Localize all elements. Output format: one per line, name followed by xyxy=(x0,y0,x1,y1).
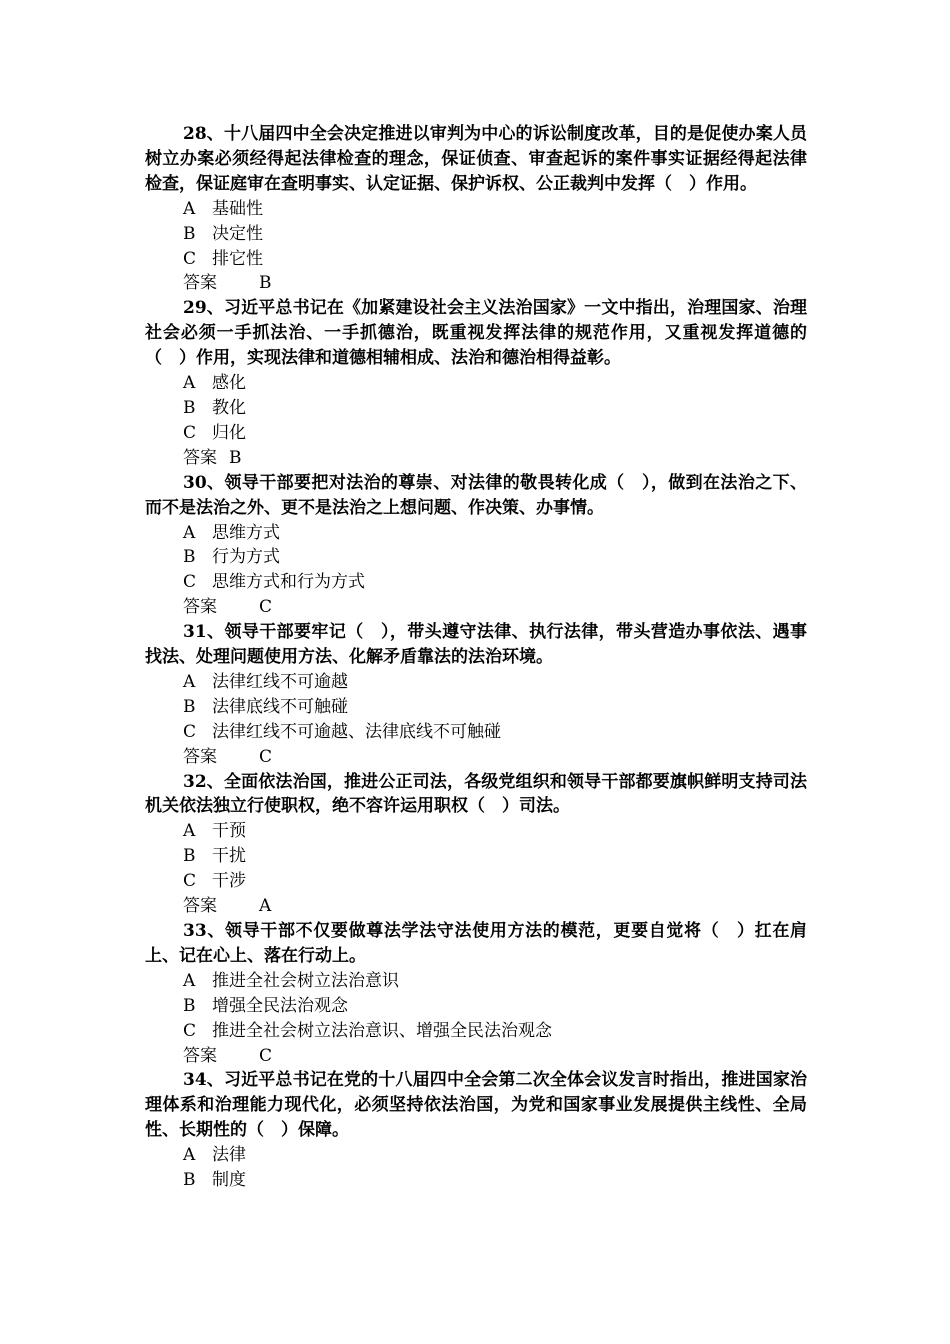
option-b xyxy=(145,396,807,421)
option-text: 制度 xyxy=(212,1170,246,1191)
option-text: 归化 xyxy=(212,422,246,443)
option-letter: B xyxy=(183,547,196,568)
option-text: 基础性 xyxy=(212,198,263,219)
option-c xyxy=(145,869,807,894)
option-c xyxy=(145,421,807,446)
option-b xyxy=(145,695,807,720)
option-letter: C xyxy=(183,871,197,892)
answer-value: C xyxy=(259,746,273,767)
question-text: 30、领导干部要把对法治的尊崇、对法律的敬畏转化成（ ），做到在法治之下、而不是法治之外、更不是法治之上想问题、作决策、办事情。 xyxy=(145,472,807,518)
option-c xyxy=(145,720,807,745)
option-text: 干扰 xyxy=(212,846,246,867)
option-text: 思维方式 xyxy=(212,522,280,543)
option-text: 法律 xyxy=(212,1145,246,1166)
option-text: 干涉 xyxy=(212,871,246,892)
option-letter: A xyxy=(183,198,196,219)
answer-line xyxy=(145,1044,807,1069)
option-a xyxy=(145,197,807,222)
answer-value: B xyxy=(229,447,242,468)
question-text: 34、习近平总书记在党的十八届四中全会第二次全体会议发言时指出，推进国家治理体系和治理能力现代化，必须坚持依法治国，为党和国家事业发展提供主线性、全局性、长期性的（ ）保障。 xyxy=(145,1070,807,1141)
option-a xyxy=(145,819,807,844)
answer-label: 答案 xyxy=(183,1045,217,1066)
question-text: 33、领导干部不仅要做尊法学法守法使用方法的模范，更要自觉将（ ）扛在肩上、记在心上、落在行动上。 xyxy=(145,921,807,966)
option-a xyxy=(145,371,807,396)
question-text: 32、全面依法治国，推进公正司法，各级党组织和领导干部都要旗帜鲜明支持司法机关依法独立行使职权，绝不容许运用职权（ ）司法。 xyxy=(145,771,807,817)
option-letter: A xyxy=(183,373,196,394)
answer-line xyxy=(145,894,807,919)
option-a xyxy=(145,670,807,695)
option-letter: C xyxy=(183,721,197,742)
question-text: 31、领导干部要牢记（ ），带头遵守法律、执行法律，带头营造办事依法、遇事找法、处理问题使用方法、化解矛盾靠法的法治环境。 xyxy=(145,622,807,668)
option-letter: A xyxy=(183,671,196,692)
option-text: 行为方式 xyxy=(212,547,280,568)
answer-value: A xyxy=(259,896,272,917)
option-text: 排它性 xyxy=(212,248,263,269)
option-letter: A xyxy=(183,970,196,991)
option-a xyxy=(145,1143,807,1168)
answer-line xyxy=(145,446,807,471)
option-c xyxy=(145,570,807,595)
answer-label: 答案 xyxy=(183,746,217,767)
option-text: 决定性 xyxy=(212,223,263,244)
option-letter: B xyxy=(183,1170,196,1191)
answer-label: 答案 xyxy=(183,273,217,294)
option-text: 增强全民法治观念 xyxy=(212,995,348,1016)
option-letter: B xyxy=(183,846,196,867)
option-letter: C xyxy=(183,1020,197,1041)
option-text: 推进全社会树立法治意识 xyxy=(212,970,399,991)
answer-line xyxy=(145,595,807,620)
option-text: 法律红线不可逾越 xyxy=(212,671,348,692)
option-b xyxy=(145,222,807,247)
option-text: 教化 xyxy=(212,397,246,418)
question-text: 29、习近平总书记在《加紧建设社会主义法治国家》一文中指出，治理国家、治理社会必须一手抓法治、一手抓德治，既重视发挥法律的规范作用，又重视发挥道德的（ ）作用，实现法律和道德相辅相成、法治和德治相得益彰。 xyxy=(145,298,807,369)
question-text: 28、十八届四中全会决定推进以审判为中心的诉讼制度改革，目的是促使办案人员树立办案必须经得起法律检查的理念，保证侦查、审查起诉的案件事实证据经得起法律检查，保证庭审在查明事实、认定证据、保护诉权、公正裁判中发挥（ ）作用。 xyxy=(145,124,807,194)
option-text: 推进全社会树立法治意识、增强全民法治观念 xyxy=(212,1020,552,1041)
option-a xyxy=(145,969,807,994)
answer-label: 答案 xyxy=(183,597,217,618)
answer-line xyxy=(145,271,807,296)
option-b xyxy=(145,545,807,570)
option-b xyxy=(145,994,807,1019)
option-letter: A xyxy=(183,1145,196,1166)
answer-line xyxy=(145,745,807,770)
option-letter: C xyxy=(183,572,197,593)
option-text: 干预 xyxy=(212,821,246,842)
option-text: 思维方式和行为方式 xyxy=(212,572,365,593)
option-letter: A xyxy=(183,821,196,842)
option-letter: B xyxy=(183,696,196,717)
option-b xyxy=(145,844,807,869)
answer-label: 答案 xyxy=(183,447,217,468)
option-c xyxy=(145,247,807,272)
option-letter: B xyxy=(183,397,196,418)
option-letter: C xyxy=(183,422,197,443)
answer-value: C xyxy=(259,1045,273,1066)
option-b xyxy=(145,1168,807,1193)
option-text: 法律底线不可触碰 xyxy=(212,696,348,717)
option-text: 感化 xyxy=(212,373,246,394)
option-letter: B xyxy=(183,995,196,1016)
option-text: 法律红线不可逾越、法律底线不可触碰 xyxy=(212,721,501,742)
option-letter: C xyxy=(183,248,197,269)
answer-value: B xyxy=(259,273,272,294)
option-letter: A xyxy=(183,522,196,543)
option-letter: B xyxy=(183,223,196,244)
option-a xyxy=(145,521,807,546)
option-c xyxy=(145,1019,807,1044)
question-list xyxy=(145,122,807,1193)
answer-label: 答案 xyxy=(183,896,217,917)
answer-value: C xyxy=(259,597,273,618)
